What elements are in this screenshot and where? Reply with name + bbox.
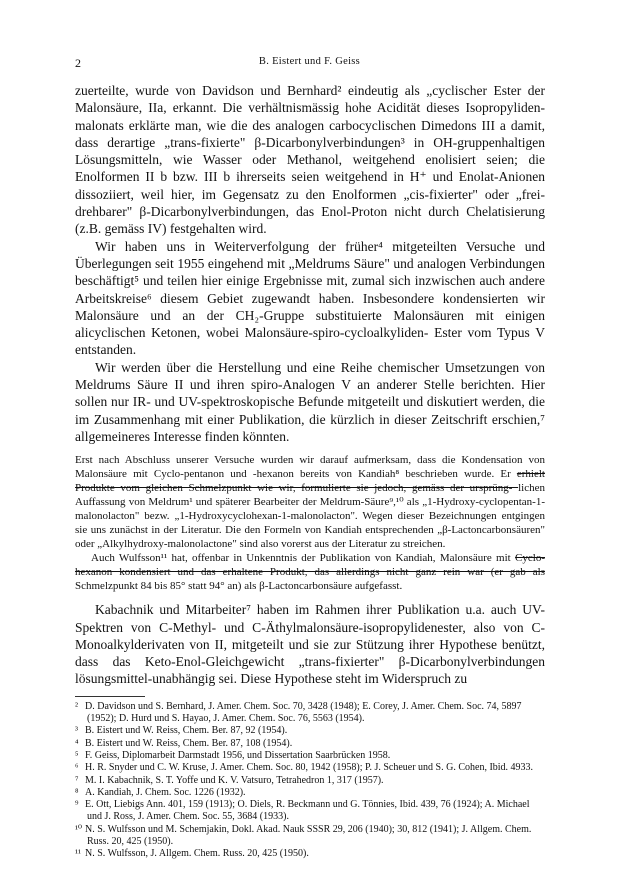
- footnote-text: F. Geiss, Diplomarbeit Darmstadt 1956, und Dissertation Saarbrücken 1958.: [85, 749, 391, 761]
- footnote-number: ²: [75, 700, 78, 712]
- footnote: [75, 701, 545, 726]
- note-2-text: Auch Wulfsson¹¹ hat, offenbar in Unkenntnis der Publikation von Kandiah, Malonsäure mit: [91, 552, 516, 565]
- footnote: [75, 848, 545, 860]
- footnote: [75, 738, 545, 750]
- footnote-text: E. Ott, Liebigs Ann. 401, 159 (1913); O. Diels, R. Beckmann und G. Tönnies, Ibid. 439, 76 (1924); A. Michael und J. Ross, J. Amer. Chem. Soc. 55, 3684 (1933).: [85, 799, 530, 823]
- footnote: [75, 725, 545, 737]
- footnote: [75, 824, 545, 849]
- footnote-text: B. Eistert und W. Reiss, Chem. Ber. 87, 92 (1954).: [85, 725, 288, 737]
- footnote-text: H. R. Snyder und C. W. Kruse, J. Amer. Chem. Soc. 80, 1942 (1958); P. J. Scheuer und S. G. Cohen, Ibid. 4933.: [85, 762, 534, 774]
- paragraph-4: Kabachnik und Mitarbeiter⁷ haben im Rahmen ihrer Publikation u.a. auch UV-Spektren von C-Methyl- und C-Äthylmalonsäure-isopropylidenester, also von C-Monoalkylderivaten von II, mitgeteilt und sie zur Stützung ihrer Hypothese benützt, dass das Keto-Enol-Gleichgewicht „trans-fixierter" β-Dicarbonylverbindungen lösungsmittel-unabhängig sei. Diese Hypothese steht im Widerspruch zu: [75, 602, 545, 687]
- footnote-divider: [75, 696, 145, 697]
- footnote-text: N. S. Wulfsson, J. Allgem. Chem. Russ. 20, 425 (1950).: [85, 848, 309, 860]
- footnote-number: ⁷: [75, 774, 79, 786]
- footnote: [75, 762, 545, 774]
- footnote-number: ⁹: [75, 799, 79, 811]
- footnote: [75, 775, 545, 787]
- note-1-text: Erst nach Abschluss unserer Versuche wurden wir darauf aufmerksam, dass die Kondensation von Malonsäure mit Cyclo-pentanon und -hexanon bereits von Kandiah⁸ beschrieben wurde. Er: [75, 454, 545, 481]
- footnote-number: ³: [75, 725, 78, 737]
- footnote-text: D. Davidson und S. Bernhard, J. Amer. Chem. Soc. 70, 3428 (1948); E. Corey, J. Amer. Chem. Soc. 74, 5897 (1952); D. Hurd und S. Hayao, J. Amer. Chem. Soc. 76, 5563 (1954).: [85, 700, 522, 725]
- note-1-text-continued: lichen Auffassung von Meldrum¹ und späterer Bearbeiter der Meldrum-Säure⁹,¹⁰ als „1-Hydroxy-cyclopentan-1-malonolacton" bezw. „1-Hydroxycyclohexan-1-malonolacton". Wegen dieser Bezeichnungen entgingen sie uns zunächst in der Literatur. Die den Formeln von Kandiah entsprechenden „β-Lactoncarbonsäuren" oder „Alkylhydroxy-malonolactone" sind also vorerst aus der Literatur zu streichen.: [75, 482, 545, 551]
- small-print-note-1: [75, 453, 545, 551]
- page-number: 2: [75, 56, 81, 70]
- paragraph-1: zuerteilte, wurde von Davidson und Bernhard² eindeutig als „cyclischer Ester der Malonsäure, IIa, erkannt. Die verhältnismässig hohe Acidität dieses Isopropyliden-malonats erklärte man, wie die des analogen carbocyclischen Dimedons III a damit, dass derartige „trans-fixierte" β-Dicarbonylverbindungen³ in OH-gruppenhaltigen Lösungsmitteln, wie Wasser oder Methanol, weitgehend enolisiert seien; die Enolformen II b bzw. III b ihrerseits seien weitgehend in H⁺ und Enolat-Anionen dissoziiert, weil hier, im Gegensatz zu den Enolformen „cis-fixierter" oder „frei-drehbarer" β-Dicarbonylverbindungen, das Enol-Proton nicht durch Chelatisierung (z.B. gemäss IV) festgehalten wird.: [75, 83, 545, 237]
- page-header: [75, 56, 544, 72]
- footnote-text: B. Eistert und W. Reiss, Chem. Ber. 87, 108 (1954).: [85, 737, 293, 749]
- footnote-number: ⁶: [75, 762, 79, 774]
- small-print-note-2: [75, 551, 545, 593]
- note-2-struck-line: Cyclo-hexanon kondensiert und das erhaltene Produkt, das allerdings nicht ganz rein war (er gab als: [75, 552, 545, 579]
- footnote: [75, 787, 545, 799]
- paragraph-3: Wir werden über die Herstellung und eine Reihe chemischer Umsetzungen von Meldrums Säure II und ihren spiro-Analogen V an anderer Stelle berichten. Hier sollen nur IR- und UV-spektroskopische Befunde mitgeteilt und diskutiert werden, die im Zusammenhang mit einer Publikation, die kürzlich in dieser Zeitschrift erschien,⁷ allgemeineres Interesse finden könnten.: [75, 359, 545, 444]
- note-1-struck-line: erhielt Produkte vom gleichen Schmelzpunkt wie wir, formulierte sie jedoch, gemäss der ursprüng-: [75, 468, 545, 495]
- footnote-number: ¹⁰: [75, 823, 83, 835]
- running-head: B. Eistert und F. Geiss: [258, 56, 361, 67]
- footnote-text: N. S. Wulfsson und M. Schemjakin, Dokl. Akad. Nauk SSSR 29, 206 (1940); 30, 812 (1941); J. Allgem. Chem. Russ. 20, 425 (1950).: [85, 823, 532, 847]
- footnote-number: ⁴: [75, 737, 79, 749]
- footnote-text: M. I. Kabachnik, S. T. Yoffe und K. V. Vatsuro, Tetrahedron 1, 317 (1957).: [85, 774, 384, 786]
- footnote-number: ¹¹: [75, 848, 81, 860]
- footnote-number: ⁸: [75, 786, 79, 798]
- footnotes: [75, 701, 545, 861]
- body-text: [75, 82, 545, 861]
- note-2-text-continued: Schmelzpunkt 84 bis 85° statt 94° an) als β-Lactoncarbonsäure aufgefasst.: [75, 580, 403, 593]
- footnote: [75, 799, 545, 824]
- footnote-number: ⁵: [75, 749, 79, 761]
- footnote: [75, 750, 545, 762]
- footnote-text: A. Kandiah, J. Chem. Soc. 1226 (1932).: [85, 786, 246, 798]
- paragraph-2: Wir haben uns in Weiterverfolgung der früher⁴ mitgeteilten Versuche und Überlegungen seit 1955 eingehend mit „Meldrums Säure" und analogen Verbindungen beschäftigt⁵ und teilen hier einige Ergebnisse mit, zumal sich inzwischen auch andere Arbeitskreise⁶ diesem Gebiet zugewandt haben. Insbesondere kondensierten wir Malonsäure und an der CH₂-Gruppe substituierte Malonsäuren mit einigen alicyclischen Ketonen, wobei Malonsäure-spiro-cycloalkyliden- Ester vom Typus V entstanden.: [75, 238, 545, 358]
